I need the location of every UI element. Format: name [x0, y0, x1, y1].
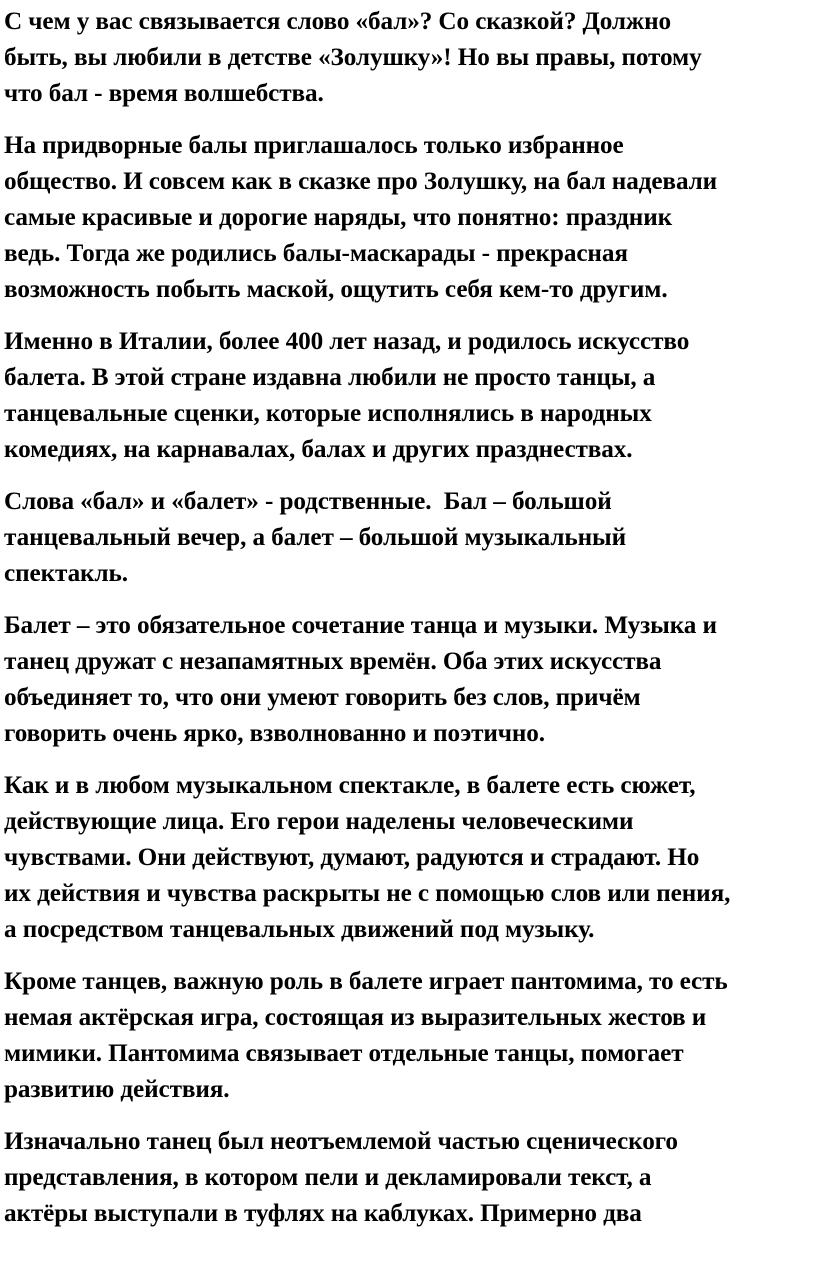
- paragraph-1: [4, 4, 812, 112]
- text-line: а посредством танцевальных движений под музыку.: [4, 916, 595, 943]
- text-line: Кроме танцев, важную роль в балете играет пантомима, то есть: [4, 968, 728, 995]
- text-line: возможность побыть маской, ощутить себя кем-то другим.: [4, 276, 668, 303]
- text-line: Балет – это обязательное сочетание танца и музыки. Музыка и: [4, 612, 717, 639]
- paragraph-4: [4, 484, 812, 592]
- text-line: балета. В этой стране издавна любили не просто танцы, а: [4, 364, 656, 391]
- text-line: С чем у вас связывается слово «бал»? Со сказкой? Должно: [4, 8, 671, 35]
- text-line: немая актёрская игра, состоящая из выразительных жестов и: [4, 1004, 707, 1031]
- text-line: танец дружат с незапамятных времён. Оба этих искусства: [4, 648, 662, 675]
- paragraph-7: [4, 964, 812, 1108]
- paragraph-5: [4, 608, 812, 752]
- paragraph-3: [4, 324, 812, 468]
- text-line: Именно в Италии, более 400 лет назад, и родилось искусство: [4, 328, 690, 355]
- text-line: танцевальный вечер, а балет – большой музыкальный: [4, 524, 627, 551]
- text-line: Как и в любом музыкальном спектакле, в балете есть сюжет,: [4, 772, 696, 799]
- paragraph-8: [4, 1124, 812, 1232]
- text-line: их действия и чувства раскрыты не с помощью слов или пения,: [4, 880, 731, 907]
- text-line: комедиях, на карнавалах, балах и других празднествах.: [4, 436, 633, 463]
- paragraph-2: [4, 128, 812, 308]
- text-line: быть, вы любили в детстве «Золушку»! Но вы правы, потому: [4, 44, 702, 71]
- text-line: танцевальные сценки, которые исполнялись в народных: [4, 400, 652, 427]
- text-line: Изначально танец был неотъемлемой частью сценического: [4, 1128, 678, 1155]
- text-line: говорить очень ярко, взволнованно и поэтично.: [4, 720, 546, 747]
- text-line: актёры выступали в туфлях на каблуках. Примерно два: [4, 1200, 642, 1227]
- text-line: развитию действия.: [4, 1076, 230, 1103]
- text-line: самые красивые и дорогие наряды, что понятно: праздник: [4, 204, 673, 231]
- text-line: действующие лица. Его герои наделены человеческими: [4, 808, 634, 835]
- paragraph-6: [4, 768, 812, 948]
- text-line: представления, в котором пели и декламировали текст, а: [4, 1164, 652, 1191]
- text-line: чувствами. Они действуют, думают, радуются и страдают. Но: [4, 844, 700, 871]
- document-page: [4, 0, 812, 1248]
- text-line: общество. И совсем как в сказке про Золушку, на бал надевали: [4, 168, 718, 195]
- text-line: Слова «бал» и «балет» - родственные. Бал – большой: [4, 488, 612, 515]
- text-line: что бал - время волшебства.: [4, 80, 324, 107]
- text-line: На придворные балы приглашалось только избранное: [4, 132, 624, 159]
- text-line: спектакль.: [4, 560, 128, 587]
- text-line: объединяет то, что они умеют говорить без слов, причём: [4, 684, 641, 711]
- text-line: ведь. Тогда же родились балы-маскарады - прекрасная: [4, 240, 628, 267]
- text-line: мимики. Пантомима связывает отдельные танцы, помогает: [4, 1040, 684, 1067]
